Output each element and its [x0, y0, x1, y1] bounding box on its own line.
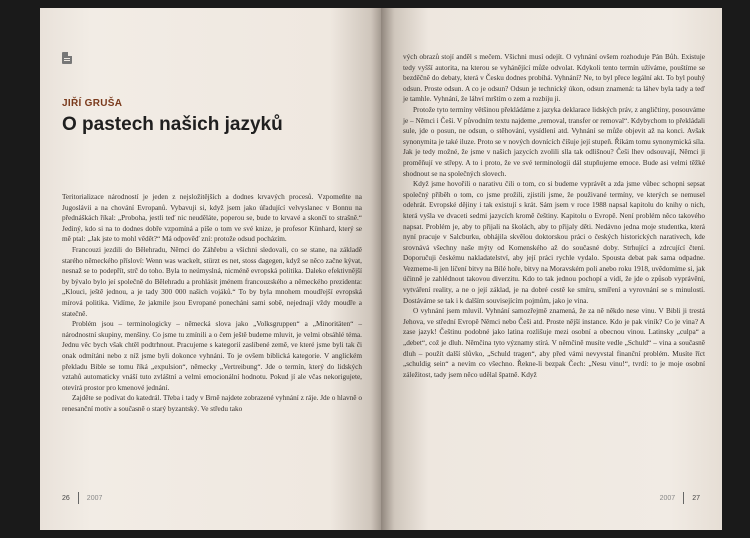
left-body-text [62, 192, 362, 414]
book-spread [40, 8, 722, 530]
paragraph: Francouzi jezdili do Bělehradu, Němci do Záhřebu a všichni sledovali, co se stane, na základě starého německého přísloví: Wenn was wackelt, stürzt es net, stoss dagegen, když se něco začne kývat, nesnaž se to podepřít, strč do toho. Byla to neúmyslná, nicméně evropská politika. Dalekо efektivnější by bývalo bylo jeí společně do Bělehradu a prohlásit jménem francouzského a německého prezidenta: „Klouci, ještě jednou, a je tady 300 000 našich vojáků.“ To by byla mnohem moudřejší evropská mírová politika. Vidíme, že jakmile jsou Evropané ponecháni sami sobě, nejednají vždy moudře a statečně. [62, 245, 362, 318]
author-name: JIŘÍ GRUŠA [62, 98, 123, 109]
paragraph: Teritorializace národností je jeden z nejsložitějších a dodnes krvavých procesů. Vzpomeňte na Jugoslávii a na chování Evropanů. Vybavuji si, když jsem jako úřadující velvyslanec v Bonnu na přednáškách říkal: „Proboha, jestli teď nic neuděláte, poperou se, bude to krvavé a skončí to strašně.“ Jediný, kdo si na to dodnes dobře vzpomíná a píše o tom ve své knize, je profesor Künhard, který se mě ptal: „Jak jste to mohl vědět?“ Má odpověď zní: protože odsud pocházím. [62, 193, 362, 244]
paragraph: O vyhnání jsem mluvil. Vyhnání samozřejmě znamená, že za ně někdo nese vinu. V Bibli ji trestá Jehova, ve střední Evropě Němci nebo Češi atd. Proste nější instance. Kdo je pak viník? Co je vina? A zase jazyk! Češtinu podobné jako latina rozlišuje mezi osobní a obecnou vinou. Latinsky „culpa“ a „debet“, což je dluh. Němčina tyto významy stírá. V němčině musíte vedle „Schuld“ – vina a současně dluh – použít další slůvko, „Schuld tragen“, aby před vámi nevyvstal finanční problém. Musíte říct „schuldig sein“ a nevím co všechno. Řekne-li bezpak Čech: „Nesu vinu!“, tvrdí: to je moje osobní záležitost, tady jsem něco udělal špatně. Když [403, 307, 705, 379]
page-number: 27 [692, 494, 700, 502]
paragraph: Když jsme hovořili o narativu čili o tom, co si budeme vyprávět a zda jsme vůbec schopni sepsat společný příběh o tom, co jsme prožili, zjistili jsme, že použivané termíny, ve kterých se nemusel odehrát. Evropské dějiny i tak existují s krát. Sám jsem v roce 1988 napsal kapitolu do knihy o nich, která vyšla ve dvaceti sedmi jazycích kromě češtiny. Kapitolu o Evropě. Není problém něco takového napsat. Problém je, aby to přijali na školách, aby to přijaly děti. Nedávno jedna moje studentka, která nyní pracuje v Salcburku, obhájila skvělou doktorskou práci o českých historických narativech, kde srovnává všechny naše mýty od Komenského až do současné doby. Strhující a zdrcující čtení. Doporučuji českému nakladatelství, aby její práci rychle vydalo. Spousta debat pak sama odpadne. Vezmeme-li jen líčení bitvy na Bílé hoře, bitvy na Moravském poli anebo roku 1918, uvědomíme si, jak účinně je zahlédnout takovou diverzitu. Kdo to tak jednou pochopí a vidí, že jde o způsob vyprávění, vytváření reality, a ne o její základ, je na dobré cestě ke smíru, smíření a vyrovnání se s minulostí. Dostáváme se tak i k dalším souvisejícím pojmům, jako je vina. [403, 180, 705, 305]
paragraph: Problém jsou – terminologicky – německá slova jako „Volksgruppen“ a „Minoritäten“ – národnostní skupiny, menšiny. Co jsme tu zmínili a o čem ještě budeme mluvit, je velmi obsáhlé téma. Jednu věc bych však chtěl podtrhnout. Pracujeme s kategorií zaslíbené země, ve které jsme byli tak či onak odmítáni nebo z níž jsme byli dokonce vyhnáni. To je ovšem biblická kategorie. V anglickém překladu Bible se tomu říká „expulsion“, německy „Vertreibung“. Jde o termín, který do lidských vztahů automaticky vnáší tuto zvláštní a velmi emocionální hodnotu. Pokud jí ale včas nekorigujete, otevírá prostor pro kmenové jednání. [62, 320, 362, 392]
right-page [381, 8, 722, 530]
document-icon [62, 52, 72, 64]
left-folio [62, 492, 102, 504]
paragraph: vých obrazů stojí anděl s mečem. Všichni musí odejít. O vyhnání ovšem rozhoduje Pán Bůh. Existuje tedy vyšší autorita, na kterou se vyhánějící může odvolat. Kdykoli tento termín užíváme, pouštíme se bezděčně do debaty, která v Česku dodnes probíhá. Vyhnání? Ne, to byl přece legální akt. To byl pouhý odsun. Proste odsun. A co je odsun? Odsun je technický úkon, odsun znamená: ta láhev byla tady a teď je tamhle. Vyhnání, že láhví mrštím o zem a rozbiju ji. [403, 53, 705, 104]
right-folio [660, 492, 700, 504]
folio-year: 2007 [86, 494, 103, 502]
paragraph: Zajděte se podívat do katedrál. Třeba i tady v Brně najdete zobrazené vyhnání z ráje. Jde o hlavně o renesanční motiv a současně o starý byzantský. Ve středu tako [62, 394, 362, 413]
folio-divider [78, 492, 79, 504]
article-title: O pastech našich jazyků [62, 114, 283, 135]
left-page [40, 8, 381, 530]
folio-year: 2007 [659, 494, 676, 502]
page-number: 26 [62, 494, 70, 502]
folio-divider [683, 492, 684, 504]
paragraph: Protože tyto termíny většinou překládáme z jazyka deklarace lidských práv, z angličtiny, posouváme je – Němci i Češi. V původním textu najdeme „removal, transfer or removal“. Kdybychom to překládali sule, jde o posun, ne odsun, o stěhování, vysídlení atd. Vyhnání se může objevit až na konci. Avšak synonymita je také iluze. Proto se v nových dovnících číšuje její stupeň. Říkám tomu synonymická síla. Jak je tedy možné, že jsme v našich jazycích zvolili slla tak odlišnou? Češi lhev odsouvají, Němci ji proměňují ve střepy. A to i proto, že ve své terminologii dál stupňujeme emoce. Bude asi velmi těžké shodnout se na společných slovech. [403, 105, 705, 178]
right-body-text [403, 52, 705, 380]
